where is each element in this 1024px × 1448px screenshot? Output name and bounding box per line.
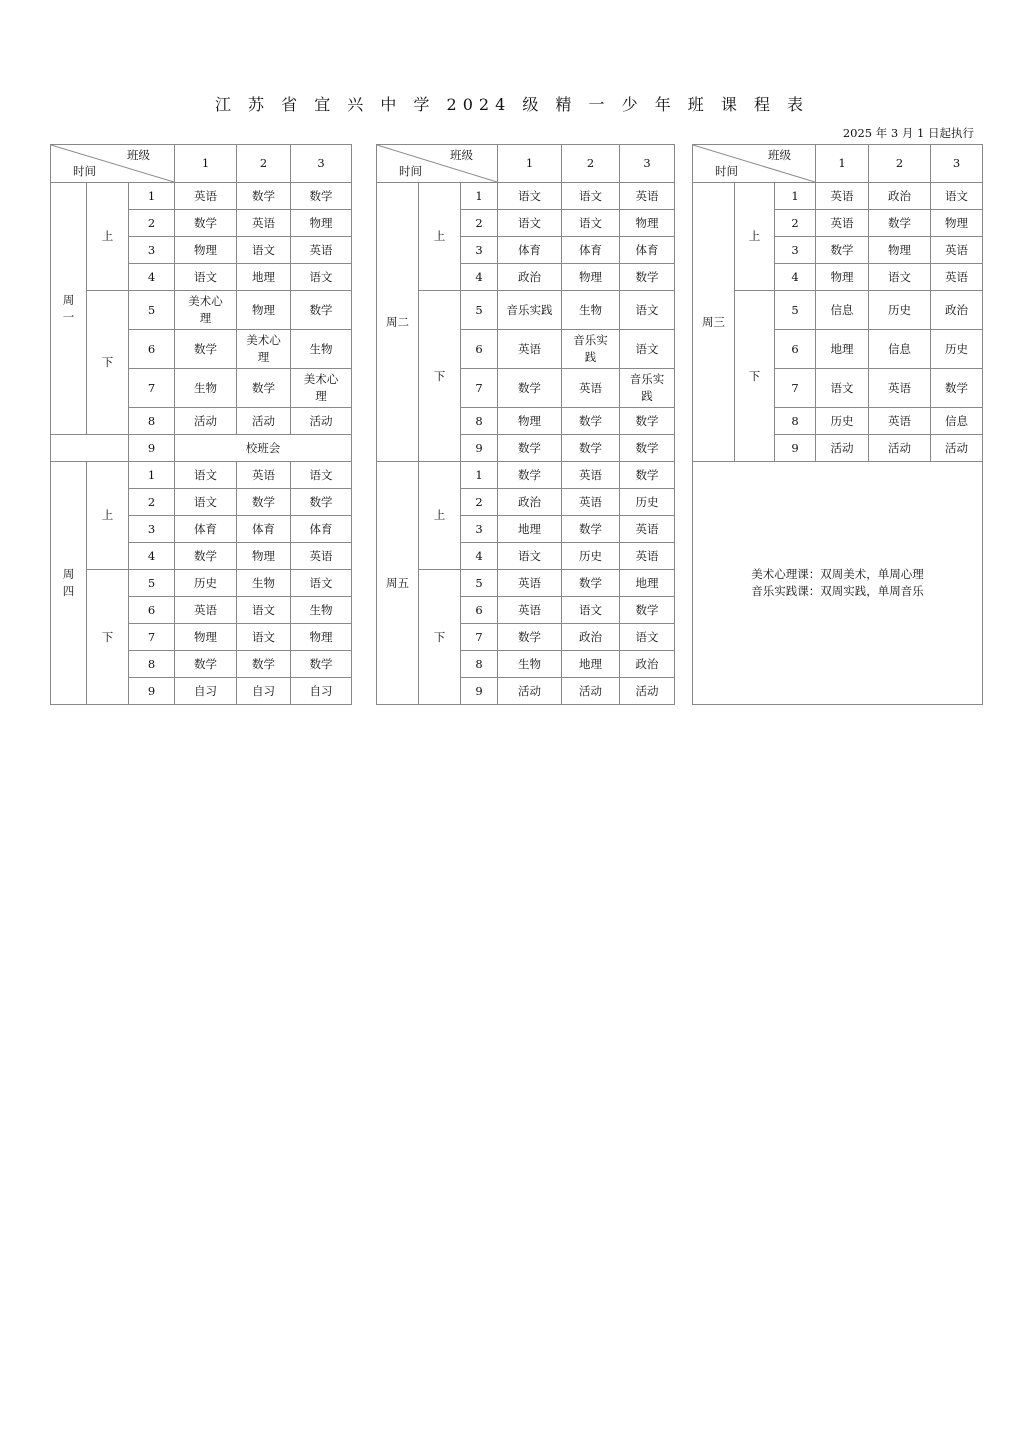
period-number: 4	[775, 264, 816, 291]
period-number: 9	[461, 678, 498, 705]
course-cell: 语文	[175, 489, 237, 516]
gap-cell	[352, 570, 377, 597]
course-cell: 音乐实践	[498, 291, 562, 330]
course-cell: 美术心 理	[175, 291, 237, 330]
gap-cell	[352, 624, 377, 651]
course-cell: 活动	[620, 678, 675, 705]
course-cell: 地理	[620, 570, 675, 597]
gap-cell	[675, 570, 693, 597]
session-label: 下	[87, 570, 129, 705]
course-cell: 语文	[291, 570, 352, 597]
period-number: 4	[129, 264, 175, 291]
gap-cell	[675, 678, 693, 705]
course-cell: 数学	[620, 462, 675, 489]
course-cell: 历史	[816, 408, 869, 435]
course-cell: 语文	[562, 210, 620, 237]
day-label: 周 一	[51, 183, 87, 435]
timetable-table	[50, 144, 983, 705]
course-cell: 语文	[498, 183, 562, 210]
course-cell: 英语	[291, 237, 352, 264]
course-cell: 数学	[620, 435, 675, 462]
course-cell: 英语	[816, 210, 869, 237]
course-cell: 活动	[291, 408, 352, 435]
course-cell: 英语	[175, 597, 237, 624]
course-cell: 活动	[562, 678, 620, 705]
course-cell: 语文	[620, 330, 675, 369]
course-cell: 数学	[931, 369, 983, 408]
class-header: 2	[562, 145, 620, 183]
course-cell: 英语	[237, 210, 291, 237]
timetable	[50, 144, 983, 705]
course-cell: 英语	[620, 183, 675, 210]
course-cell: 数学	[175, 543, 237, 570]
period-number: 1	[461, 462, 498, 489]
course-cell: 物理	[175, 237, 237, 264]
period-number: 5	[461, 570, 498, 597]
course-cell: 语文	[237, 597, 291, 624]
period-number: 5	[775, 291, 816, 330]
corner-header-wed	[693, 145, 816, 183]
course-cell: 美术心 理	[237, 330, 291, 369]
gap-cell	[675, 264, 693, 291]
gap-cell	[352, 369, 377, 408]
gap-cell	[352, 543, 377, 570]
course-cell: 英语	[869, 369, 931, 408]
page-title: 江 苏 省 宜 兴 中 学 2024 级 精 一 少 年 班 课 程 表	[214, 95, 810, 114]
day-label: 周二	[377, 183, 419, 462]
period-number: 8	[129, 651, 175, 678]
gap-cell	[352, 678, 377, 705]
period-number: 3	[461, 516, 498, 543]
gap-cell	[675, 597, 693, 624]
period-number: 6	[461, 597, 498, 624]
gap-cell	[352, 408, 377, 435]
course-cell: 自习	[175, 678, 237, 705]
course-cell: 语文	[562, 597, 620, 624]
session-label: 上	[419, 462, 461, 570]
class-header: 3	[291, 145, 352, 183]
course-cell: 语文	[237, 237, 291, 264]
empty-cell	[51, 435, 129, 462]
diagonal-divider	[377, 145, 497, 182]
course-cell: 体育	[291, 516, 352, 543]
course-cell: 物理	[498, 408, 562, 435]
course-cell: 生物	[498, 651, 562, 678]
course-cell: 数学	[291, 291, 352, 330]
course-cell: 政治	[498, 489, 562, 516]
class-header: 1	[816, 145, 869, 183]
course-cell: 地理	[237, 264, 291, 291]
period-number: 9	[129, 678, 175, 705]
course-cell: 语文	[498, 210, 562, 237]
course-cell: 语文	[175, 264, 237, 291]
course-cell: 物理	[562, 264, 620, 291]
gap-cell	[675, 369, 693, 408]
course-cell: 语文	[498, 543, 562, 570]
course-cell: 物理	[291, 624, 352, 651]
gap-cell	[675, 183, 693, 210]
course-cell: 生物	[237, 570, 291, 597]
course-cell: 历史	[562, 543, 620, 570]
course-cell: 物理	[869, 237, 931, 264]
course-cell: 自习	[291, 678, 352, 705]
period-number: 9	[461, 435, 498, 462]
period-number: 5	[129, 291, 175, 330]
course-cell: 英语	[498, 597, 562, 624]
course-cell: 英语	[498, 330, 562, 369]
course-cell: 数学	[175, 330, 237, 369]
course-cell: 信息	[869, 330, 931, 369]
period-number: 5	[129, 570, 175, 597]
session-label: 下	[87, 291, 129, 435]
diagonal-divider	[51, 145, 174, 182]
period-number: 7	[129, 624, 175, 651]
gap-cell	[675, 408, 693, 435]
class-header: 3	[931, 145, 983, 183]
course-cell: 英语	[175, 183, 237, 210]
period-number: 9	[129, 435, 175, 462]
period-number: 2	[775, 210, 816, 237]
course-cell: 语文	[291, 264, 352, 291]
gap-cell	[352, 516, 377, 543]
course-cell: 数学	[237, 651, 291, 678]
course-cell: 数学	[175, 651, 237, 678]
gap-cell	[675, 543, 693, 570]
gap-cell	[352, 462, 377, 489]
session-label: 下	[419, 291, 461, 462]
session-label: 上	[87, 462, 129, 570]
course-cell: 生物	[291, 597, 352, 624]
period-number: 6	[461, 330, 498, 369]
period-number: 6	[129, 330, 175, 369]
course-cell: 活动	[237, 408, 291, 435]
class-header: 1	[498, 145, 562, 183]
course-cell: 数学	[562, 408, 620, 435]
course-cell: 数学	[620, 408, 675, 435]
period-number: 7	[461, 369, 498, 408]
corner-header-tue	[377, 145, 498, 183]
period-number: 2	[461, 489, 498, 516]
course-cell: 自习	[237, 678, 291, 705]
course-cell: 数学	[237, 489, 291, 516]
course-cell: 数学	[291, 651, 352, 678]
special-session: 校班会	[175, 435, 352, 462]
course-cell: 物理	[816, 264, 869, 291]
course-cell: 英语	[237, 462, 291, 489]
session-label: 上	[419, 183, 461, 291]
course-cell: 体育	[175, 516, 237, 543]
course-cell: 英语	[869, 408, 931, 435]
diagonal-divider	[693, 145, 815, 182]
time-label: 时间	[399, 164, 423, 178]
effective-date: 2025 年 3 月 1 日起执行	[842, 126, 974, 140]
gap-cell	[675, 210, 693, 237]
course-cell: 地理	[498, 516, 562, 543]
gap-cell	[675, 462, 693, 489]
course-cell: 语文	[175, 462, 237, 489]
class-header: 2	[237, 145, 291, 183]
gap-cell	[675, 330, 693, 369]
gap-cell	[352, 145, 377, 183]
period-number: 2	[129, 489, 175, 516]
period-number: 4	[461, 543, 498, 570]
gap-cell	[675, 489, 693, 516]
course-cell: 数学	[620, 264, 675, 291]
class-header: 1	[175, 145, 237, 183]
gap-cell	[352, 237, 377, 264]
course-cell: 体育	[620, 237, 675, 264]
course-cell: 历史	[620, 489, 675, 516]
course-cell: 生物	[175, 369, 237, 408]
gap-cell	[675, 624, 693, 651]
time-label: 时间	[73, 164, 96, 178]
day-label: 周 四	[51, 462, 87, 705]
course-cell: 英语	[562, 369, 620, 408]
period-number: 2	[461, 210, 498, 237]
course-cell: 语文	[237, 624, 291, 651]
course-cell: 历史	[869, 291, 931, 330]
course-cell: 英语	[562, 462, 620, 489]
course-cell: 物理	[620, 210, 675, 237]
course-cell: 政治	[498, 264, 562, 291]
course-cell: 政治	[620, 651, 675, 678]
course-cell: 英语	[498, 570, 562, 597]
course-cell: 数学	[498, 369, 562, 408]
course-cell: 活动	[869, 435, 931, 462]
course-cell: 数学	[562, 516, 620, 543]
period-number: 3	[775, 237, 816, 264]
gap-cell	[352, 435, 377, 462]
course-cell: 物理	[237, 543, 291, 570]
gap-cell	[352, 489, 377, 516]
course-cell: 活动	[175, 408, 237, 435]
gap-cell	[675, 291, 693, 330]
course-cell: 生物	[291, 330, 352, 369]
period-number: 4	[129, 543, 175, 570]
day-label: 周五	[377, 462, 419, 705]
period-number: 8	[461, 408, 498, 435]
period-number: 1	[129, 462, 175, 489]
corner-header-mon	[51, 145, 175, 183]
course-cell: 语文	[816, 369, 869, 408]
period-number: 9	[775, 435, 816, 462]
period-number: 7	[775, 369, 816, 408]
course-cell: 政治	[931, 291, 983, 330]
period-number: 1	[129, 183, 175, 210]
course-cell: 数学	[498, 435, 562, 462]
gap-cell	[675, 516, 693, 543]
period-number: 7	[461, 624, 498, 651]
course-cell: 活动	[816, 435, 869, 462]
course-cell: 英语	[291, 543, 352, 570]
period-number: 5	[461, 291, 498, 330]
course-cell: 历史	[175, 570, 237, 597]
course-cell: 语文	[869, 264, 931, 291]
class-label: 班级	[768, 148, 792, 162]
course-cell: 数学	[237, 183, 291, 210]
course-cell: 历史	[931, 330, 983, 369]
course-cell: 政治	[869, 183, 931, 210]
session-label: 上	[735, 183, 775, 291]
course-cell: 体育	[562, 237, 620, 264]
course-cell: 英语	[931, 264, 983, 291]
class-label: 班级	[127, 148, 151, 162]
course-cell: 体育	[237, 516, 291, 543]
course-cell: 英语	[562, 489, 620, 516]
course-cell: 物理	[931, 210, 983, 237]
session-label: 下	[419, 570, 461, 705]
period-number: 2	[129, 210, 175, 237]
gap-cell	[352, 264, 377, 291]
period-number: 3	[129, 237, 175, 264]
course-cell: 物理	[237, 291, 291, 330]
course-cell: 数学	[620, 597, 675, 624]
course-cell: 数学	[498, 462, 562, 489]
course-cell: 数学	[562, 435, 620, 462]
course-cell: 音乐实 践	[620, 369, 675, 408]
course-cell: 活动	[498, 678, 562, 705]
course-cell: 数学	[869, 210, 931, 237]
gap-cell	[352, 651, 377, 678]
course-cell: 数学	[816, 237, 869, 264]
course-cell: 数学	[291, 489, 352, 516]
course-cell: 体育	[498, 237, 562, 264]
course-cell: 数学	[175, 210, 237, 237]
course-cell: 音乐实 践	[562, 330, 620, 369]
note-text: 音乐实践课：双周实践，单周音乐	[751, 584, 924, 598]
course-cell: 英语	[931, 237, 983, 264]
course-cell: 数学	[237, 369, 291, 408]
course-cell: 语文	[620, 291, 675, 330]
course-cell: 物理	[175, 624, 237, 651]
gap-cell	[675, 651, 693, 678]
course-cell: 语文	[620, 624, 675, 651]
course-cell: 美术心 理	[291, 369, 352, 408]
session-label: 上	[87, 183, 129, 291]
period-number: 8	[775, 408, 816, 435]
session-label: 下	[735, 291, 775, 462]
period-number: 4	[461, 264, 498, 291]
period-number: 3	[461, 237, 498, 264]
gap-cell	[352, 291, 377, 330]
period-number: 7	[129, 369, 175, 408]
day-label: 周三	[693, 183, 735, 462]
course-cell: 英语	[620, 543, 675, 570]
course-cell: 英语	[816, 183, 869, 210]
course-cell: 英语	[620, 516, 675, 543]
gap-cell	[675, 145, 693, 183]
period-number: 6	[129, 597, 175, 624]
gap-cell	[352, 597, 377, 624]
course-cell: 语文	[931, 183, 983, 210]
course-cell: 数学	[291, 183, 352, 210]
gap-cell	[352, 210, 377, 237]
period-number: 3	[129, 516, 175, 543]
period-number: 1	[775, 183, 816, 210]
course-cell: 生物	[562, 291, 620, 330]
gap-cell	[352, 183, 377, 210]
course-cell: 物理	[291, 210, 352, 237]
gap-cell	[675, 435, 693, 462]
gap-cell	[675, 237, 693, 264]
period-number: 1	[461, 183, 498, 210]
class-header: 3	[620, 145, 675, 183]
course-cell: 信息	[816, 291, 869, 330]
class-label: 班级	[450, 148, 474, 162]
course-cell: 地理	[562, 651, 620, 678]
period-number: 8	[461, 651, 498, 678]
course-cell: 数学	[562, 570, 620, 597]
course-cell: 信息	[931, 408, 983, 435]
note-text: 美术心理课：双周美术，单周心理	[751, 567, 924, 581]
course-cell: 活动	[931, 435, 983, 462]
time-label: 时间	[715, 164, 739, 178]
course-cell: 语文	[291, 462, 352, 489]
course-cell: 地理	[816, 330, 869, 369]
period-number: 8	[129, 408, 175, 435]
class-header: 2	[869, 145, 931, 183]
course-cell: 政治	[562, 624, 620, 651]
course-cell: 数学	[498, 624, 562, 651]
notes-panel	[693, 462, 983, 705]
period-number: 6	[775, 330, 816, 369]
course-cell: 语文	[562, 183, 620, 210]
gap-cell	[352, 330, 377, 369]
